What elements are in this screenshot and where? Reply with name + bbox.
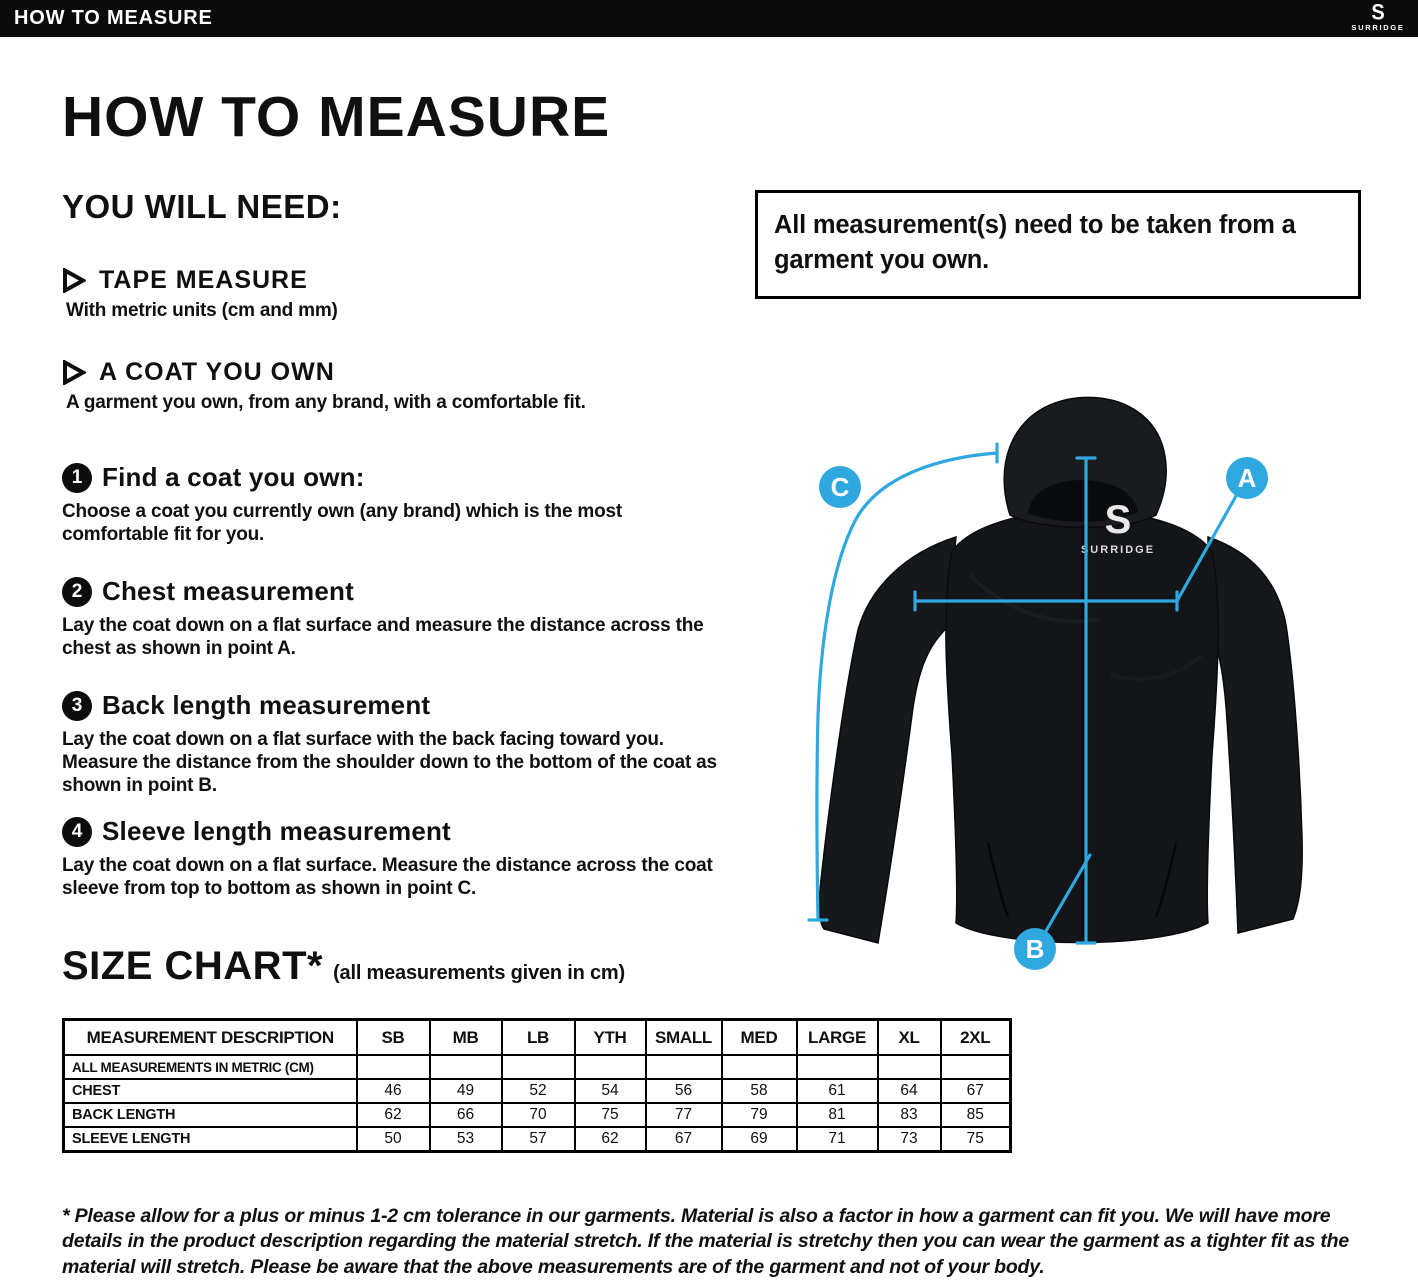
empty-cell xyxy=(357,1055,430,1079)
triangle-bullet-icon xyxy=(62,268,86,293)
top-bar xyxy=(0,0,1418,37)
step-number-badge: 4 xyxy=(62,817,92,847)
value-cell: 53 xyxy=(430,1127,502,1152)
value-cell: 57 xyxy=(502,1127,575,1152)
col-header: MED xyxy=(722,1020,797,1056)
jacket-measurement-diagram xyxy=(760,375,1410,1007)
value-cell: 66 xyxy=(430,1103,502,1127)
table-row-chest xyxy=(64,1079,1011,1103)
page-title: HOW TO MEASURE xyxy=(62,85,611,149)
col-header: MEASUREMENT DESCRIPTION xyxy=(64,1020,357,1056)
value-cell: 52 xyxy=(502,1079,575,1103)
need-item-title-row xyxy=(62,266,338,295)
label-c-text: C xyxy=(830,472,850,502)
jacket-logo-s: S xyxy=(1104,498,1132,542)
col-header: SB xyxy=(357,1020,430,1056)
table-row-back-length xyxy=(64,1103,1011,1127)
measurement-note-box: All measurement(s) need to be taken from a garment you own. xyxy=(755,190,1361,299)
step-head xyxy=(62,462,662,493)
value-cell: 56 xyxy=(646,1079,722,1103)
need-item-label: A COAT YOU OWN xyxy=(99,358,335,386)
col-header: LB xyxy=(502,1020,575,1056)
value-cell: 77 xyxy=(646,1103,722,1127)
step-4 xyxy=(62,816,732,900)
value-cell: 61 xyxy=(797,1079,878,1103)
step-title: Back length measurement xyxy=(102,690,431,720)
empty-cell xyxy=(797,1055,878,1079)
step-1 xyxy=(62,462,662,546)
empty-cell xyxy=(430,1055,502,1079)
size-chart-table xyxy=(62,1018,1012,1153)
step-title: Chest measurement xyxy=(102,576,354,606)
step-number-badge: 3 xyxy=(62,691,92,721)
value-cell: 64 xyxy=(878,1079,941,1103)
size-chart-subtitle: (all measurements given in cm) xyxy=(333,962,625,984)
value-cell: 50 xyxy=(357,1127,430,1152)
surridge-wordmark: SURRIDGE xyxy=(1351,23,1405,32)
jacket-left-sleeve xyxy=(819,537,956,943)
need-item-tape-measure xyxy=(62,266,338,322)
value-cell: 62 xyxy=(575,1127,646,1152)
empty-cell xyxy=(502,1055,575,1079)
label-b-text: B xyxy=(1025,934,1045,964)
empty-cell xyxy=(878,1055,941,1079)
value-cell: 73 xyxy=(878,1127,941,1152)
empty-cell xyxy=(941,1055,1011,1079)
table-row-sleeve-length xyxy=(64,1127,1011,1152)
value-cell: 46 xyxy=(357,1079,430,1103)
step-head xyxy=(62,690,742,721)
step-number-badge: 2 xyxy=(62,577,92,607)
step-3 xyxy=(62,690,742,797)
metric-note-cell: ALL MEASUREMENTS IN METRIC (CM) xyxy=(64,1055,357,1079)
step-head xyxy=(62,576,717,607)
surridge-s-icon: S xyxy=(1371,0,1385,26)
value-cell: 62 xyxy=(357,1103,430,1127)
need-item-label: TAPE MEASURE xyxy=(99,266,308,294)
size-chart-heading-row xyxy=(62,944,625,989)
row-label: CHEST xyxy=(64,1079,357,1103)
step-title: Sleeve length measurement xyxy=(102,816,451,846)
tolerance-footnote: * Please allow for a plus or minus 1-2 cm tolerance in our garments. Material is also a factor in how a garment can fit you. We will have more details in the product description regarding the material stretch. If the material is stretchy then you can wear the garment as a tighter fit as the material will stretch. Please be aware that the above measurements are of the garment and not of your body. xyxy=(62,1205,1349,1278)
col-header: YTH xyxy=(575,1020,646,1056)
value-cell: 81 xyxy=(797,1103,878,1127)
step-desc: Lay the coat down on a flat surface with the back facing toward you. Measure the distance from the shoulder down to the bottom of the coat as shown in point B. xyxy=(62,729,717,796)
top-bar-title: HOW TO MEASURE xyxy=(14,7,213,29)
value-cell: 67 xyxy=(941,1079,1011,1103)
value-cell: 49 xyxy=(430,1079,502,1103)
table-header-row xyxy=(64,1020,1011,1056)
col-header: LARGE xyxy=(797,1020,878,1056)
step-2 xyxy=(62,576,717,660)
value-cell: 67 xyxy=(646,1127,722,1152)
step-desc: Lay the coat down on a flat surface. Measure the distance across the coat sleeve from top to bottom as shown in point C. xyxy=(62,855,713,899)
value-cell: 75 xyxy=(575,1103,646,1127)
value-cell: 83 xyxy=(878,1103,941,1127)
col-header: 2XL xyxy=(941,1020,1011,1056)
step-title: Find a coat you own: xyxy=(102,462,365,492)
col-header: XL xyxy=(878,1020,941,1056)
metric-note-row xyxy=(64,1055,1011,1079)
step-desc: Lay the coat down on a flat surface and measure the distance across the chest as shown in point A. xyxy=(62,615,704,659)
empty-cell xyxy=(722,1055,797,1079)
value-cell: 58 xyxy=(722,1079,797,1103)
value-cell: 69 xyxy=(722,1127,797,1152)
need-item-coat xyxy=(62,358,586,414)
value-cell: 54 xyxy=(575,1079,646,1103)
size-chart-title: SIZE CHART* xyxy=(62,944,324,988)
jacket-right-sleeve xyxy=(1208,537,1302,933)
empty-cell xyxy=(575,1055,646,1079)
value-cell: 71 xyxy=(797,1127,878,1152)
label-a-text: A xyxy=(1237,463,1257,493)
step-desc: Choose a coat you currently own (any brand) which is the most comfortable fit for you. xyxy=(62,501,622,545)
value-cell: 85 xyxy=(941,1103,1011,1127)
value-cell: 75 xyxy=(941,1127,1011,1152)
surridge-logo xyxy=(1348,1,1408,36)
empty-cell xyxy=(646,1055,722,1079)
triangle-bullet-icon xyxy=(62,360,86,385)
col-header: SMALL xyxy=(646,1020,722,1056)
step-number-badge: 1 xyxy=(62,463,92,493)
value-cell: 79 xyxy=(722,1103,797,1127)
you-will-need-heading: YOU WILL NEED: xyxy=(62,188,342,225)
value-cell: 70 xyxy=(502,1103,575,1127)
col-header: MB xyxy=(430,1020,502,1056)
need-item-desc: A garment you own, from any brand, with a comfortable fit. xyxy=(66,392,586,413)
step-head xyxy=(62,816,732,847)
need-item-title-row xyxy=(62,358,586,387)
need-item-desc: With metric units (cm and mm) xyxy=(66,300,338,321)
jacket-logo-word: SURRIDGE xyxy=(1080,544,1156,556)
row-label: SLEEVE LENGTH xyxy=(64,1127,357,1152)
row-label: BACK LENGTH xyxy=(64,1103,357,1127)
